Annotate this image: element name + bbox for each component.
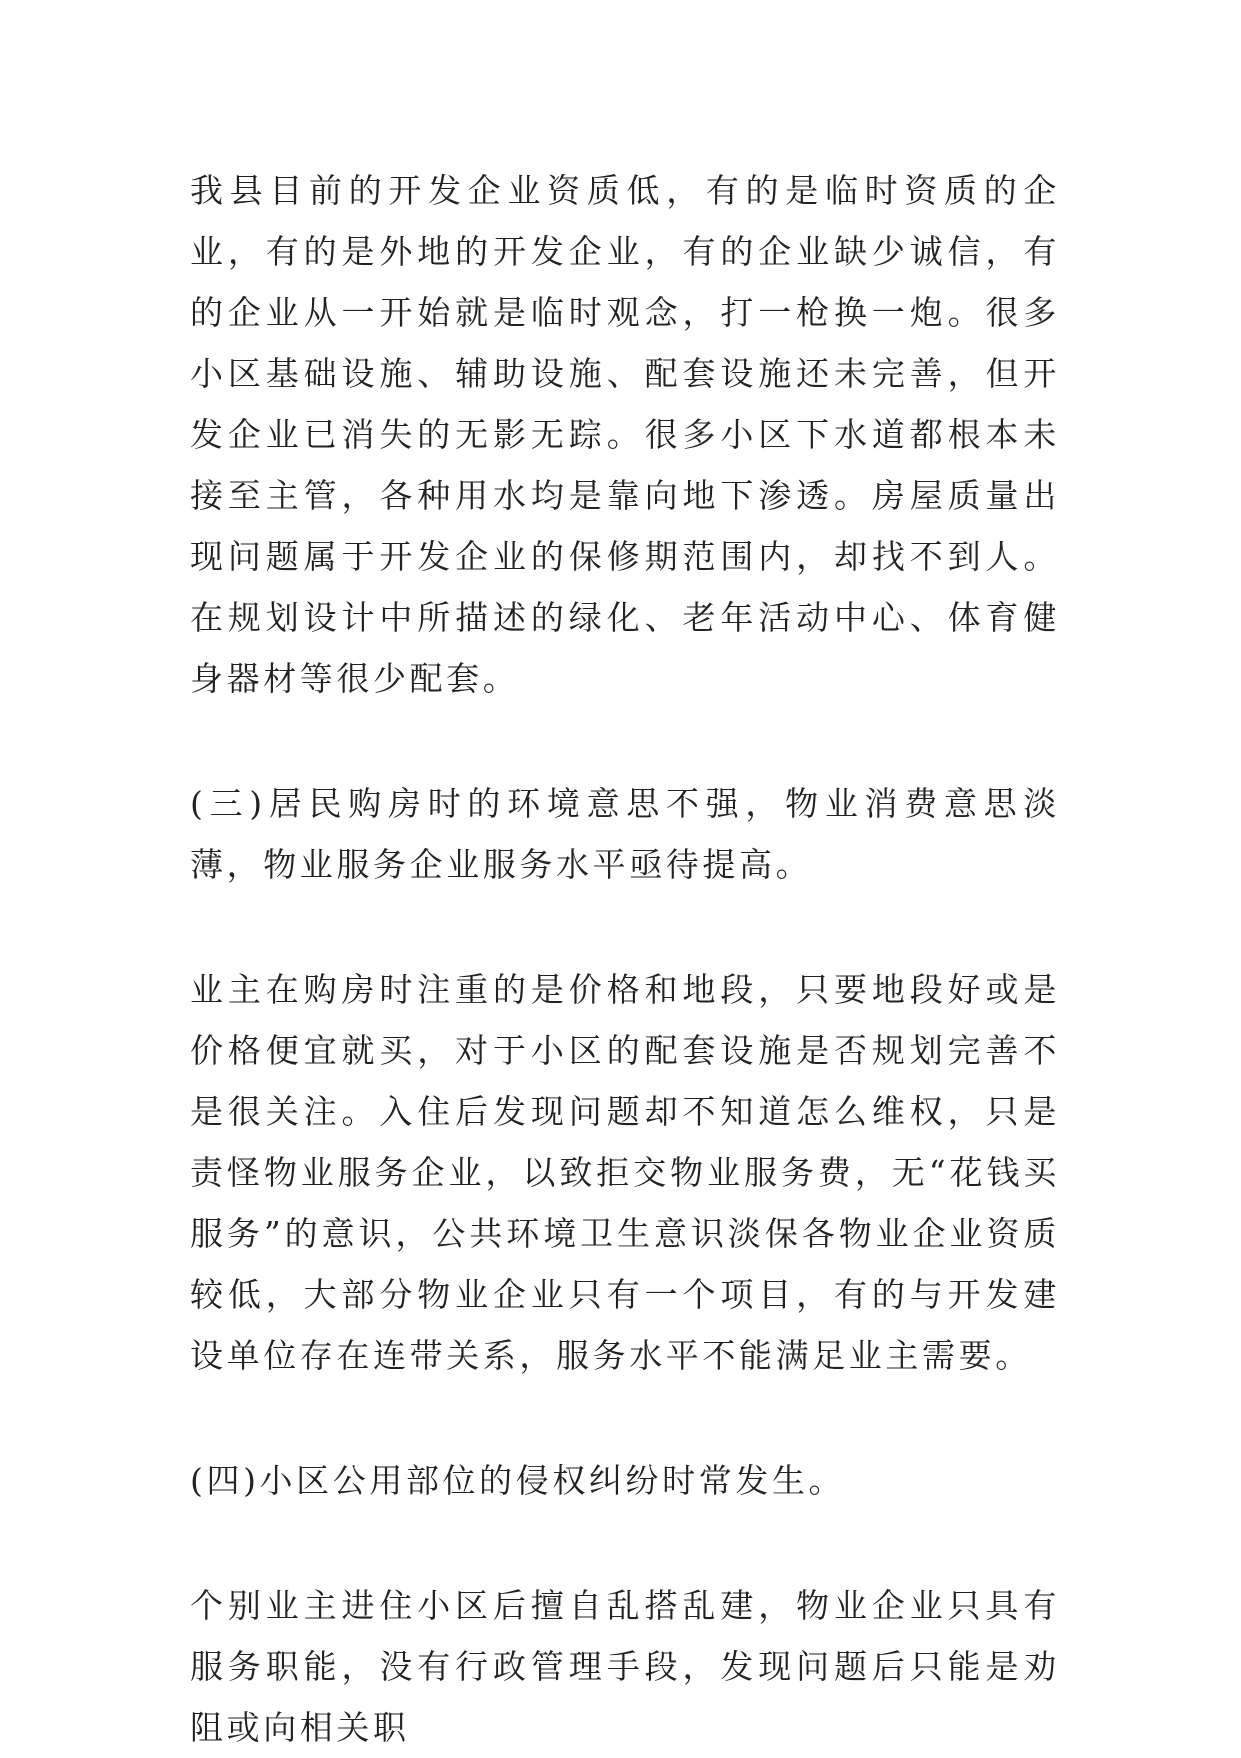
document-body bbox=[190, 160, 1060, 1758]
section-heading-four: (四)小区公用部位的侵权纠纷时常发生。 bbox=[190, 1461, 846, 1500]
paragraph-owner-awareness: 业主在购房时注重的是价格和地段，只要地段好或是价格便宜就买，对于小区的配套设施是否规划完善不是很关注。入住后发现问题却不知道怎么维权，只是责怪物业服务企业，以致拒交物业服务费，无“花钱买服务”的意识，公共环境卫生意识淡保各物业企业资质较低，大部分物业企业只有一个项目，有的与开发建设单位存在连带关系，服务水平不能满足业主需要。 bbox=[190, 970, 1060, 1375]
paragraph-developer-qualification: 我县目前的开发企业资质低，有的是临时资质的企业，有的是外地的开发企业，有的企业缺少诚信，有的企业从一开始就是临时观念，打一枪换一炮。很多小区基础设施、辅助设施、配套设施还未完善，但开发企业已消失的无影无踪。很多小区下水道都根本未接至主管，各种用水均是靠向地下渗透。房屋质量出现问题属于开发企业的保修期范围内，却找不到人。在规划设计中所描述的绿化、老年活动中心、体育健身器材等很少配套。 bbox=[190, 171, 1060, 698]
paragraph-unauthorized-construction: 个别业主进住小区后擅自乱搭乱建，物业企业只具有服务职能，没有行政管理手段，发现问题后只能是劝阻或向相关职 bbox=[190, 1586, 1060, 1747]
section-heading-three: (三)居民购房时的环境意思不强，物业消费意思淡薄，物业服务企业服务水平亟待提高。 bbox=[190, 784, 1060, 884]
